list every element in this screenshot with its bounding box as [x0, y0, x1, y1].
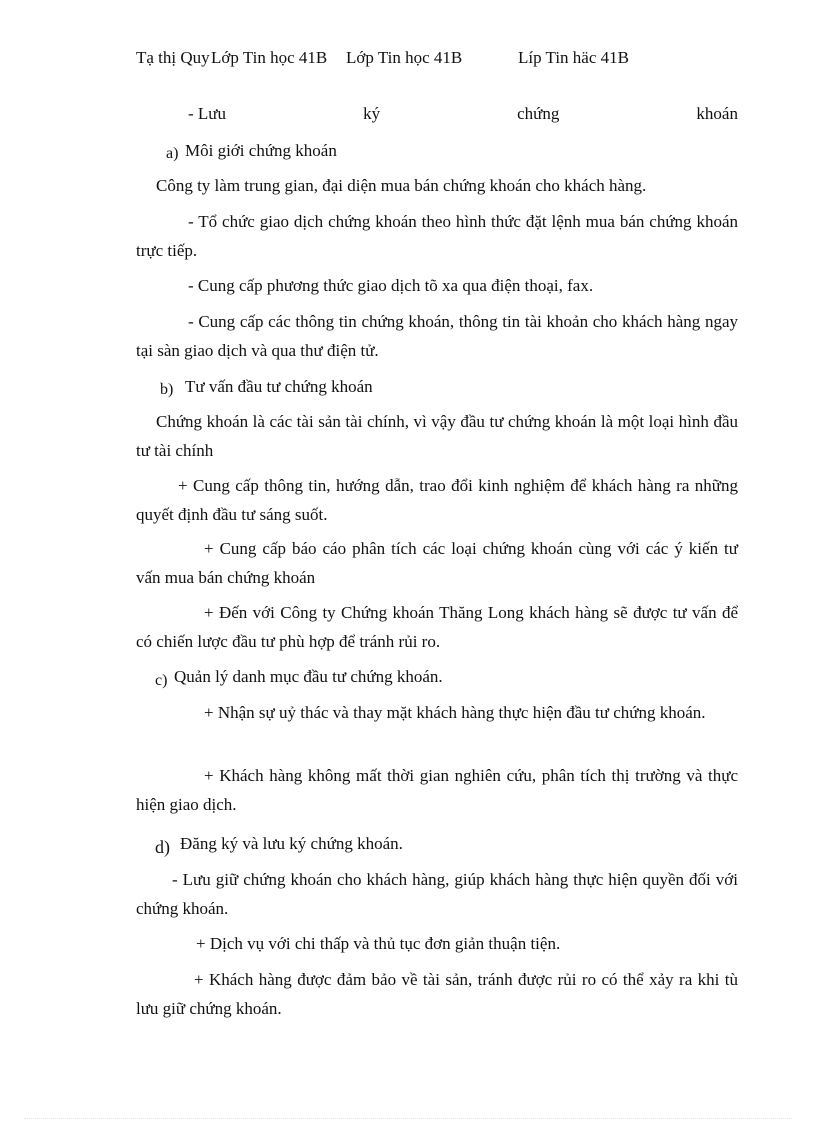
section-d-label: d) — [155, 837, 170, 857]
section-c-title: Quản lý danh mục đầu tư chứng khoán. — [174, 667, 443, 686]
header-class-2: Lớp Tin học 41B — [346, 48, 463, 67]
section-a-intro: Công ty làm trung gian, đại diện mua bán chứng khoán cho khách hàng. — [156, 176, 647, 195]
section-b-item-2: + Cung cấp báo cáo phân tích các loại chứng khoán cùng với các ý kiến tư vấn mua bán chứng khoán — [136, 539, 738, 587]
header-author: Tạ thị Quy — [136, 48, 210, 67]
section-a-item-3: - Cung cấp các thông tin chứng khoán, thông tin tài khoản cho khách hàng ngay tại sàn giao dịch và qua thư điện tử. — [136, 312, 738, 360]
section-b-item-1: + Cung cấp thông tin, hướng dẫn, trao đổi kinh nghiệm để khách hàng ra những quyết định đầu tư sáng suốt. — [136, 476, 738, 524]
section-b-item-3: + Đến với Công ty Chứng khoán Thăng Long khách hàng sẽ được tư vấn để có chiến lược đầu tư phù hợp để tránh rủi ro. — [136, 603, 738, 651]
top-item-word: ký — [363, 104, 381, 123]
section-c-item-1: + Nhận sự uỷ thác và thay mặt khách hàng thực hiện đầu tư chứng khoán. — [204, 703, 706, 722]
page-header — [136, 48, 756, 72]
section-b-intro: Chứng khoán là các tài sản tài chính, vì vậy đầu tư chứng khoán là một loại hình đầu tư tài chính — [136, 412, 738, 460]
section-b-label: b) — [160, 381, 174, 398]
section-a-item-1: - Tổ chức giao dịch chứng khoán theo hình thức đặt lệnh mua bán chứng khoán trực tiếp. — [136, 212, 738, 260]
top-item-word: khoán — [696, 104, 738, 123]
section-d-item-2: + Dịch vụ với chi thấp và thủ tục đơn giản thuận tiện. — [196, 934, 561, 953]
section-a-label: a) — [166, 145, 179, 162]
top-item-word: chứng — [517, 104, 560, 123]
section-d-title: Đăng ký và lưu ký chứng khoán. — [180, 834, 403, 853]
section-c-label: c) — [155, 672, 168, 689]
section-a-item-2: - Cung cấp phương thức giao dịch tõ xa qua điện thoại, fax. — [188, 276, 594, 295]
section-a-title: Môi giới chứng khoán — [185, 141, 337, 160]
section-d-item-3: + Khách hàng được đảm bảo về tài sản, tránh được rủi ro có thể xảy ra khi tù lưu giữ chứng khoán. — [136, 970, 738, 1018]
section-b-title: Tư vấn đầu tư chứng khoán — [185, 377, 373, 396]
section-c-item-2: + Khách hàng không mất thời gian nghiên cứu, phân tích thị trường và thực hiện giao dịch. — [136, 766, 738, 814]
section-d-item-1: - Lưu giữ chứng khoán cho khách hàng, giúp khách hàng thực hiện quyền đối với chứng khoán. — [136, 870, 738, 918]
page-bottom-divider — [24, 1118, 792, 1119]
top-item-word: - Lưu — [188, 104, 227, 123]
top-item-line — [188, 100, 738, 128]
header-class-3: Líp Tin häc 41B — [518, 48, 629, 67]
header-class-1: Lớp Tin học 41B — [211, 48, 328, 67]
